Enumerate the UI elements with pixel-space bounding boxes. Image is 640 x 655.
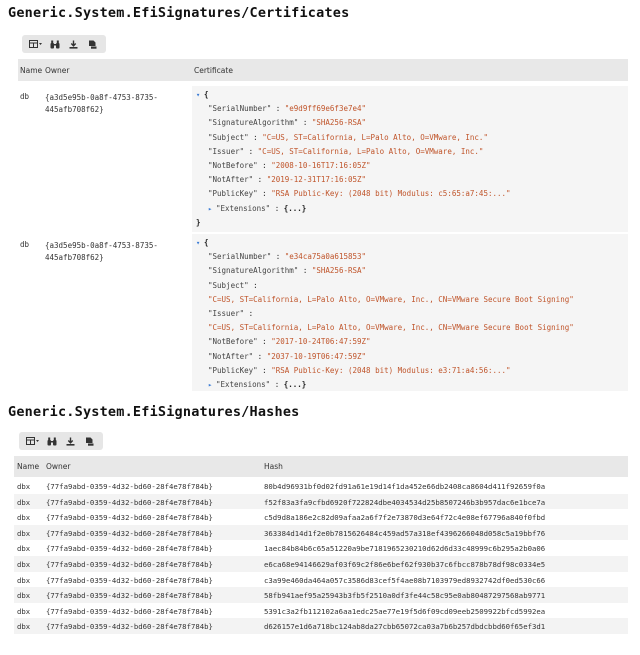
cell-owner <box>45 240 185 264</box>
owner-line: {a3d5e95b-0a8f-4753-8735- <box>45 93 158 102</box>
cell-name: dbx <box>17 497 31 507</box>
expand-toggle-icon[interactable]: ▸ <box>208 381 213 390</box>
cell-name: db <box>20 240 30 249</box>
columns-button[interactable] <box>23 435 42 448</box>
certificate-json: ▾ { "SerialNumber" : "e34ca75a0a615853" "SignatureAlgorithm" : "SHA256-RSA" "Subject" : "C=US, ST=California, L=Palo Alto, O=VMware, Inc., CN=VMware Secure Boot Signing" "Issuer" : "C=US, ST=California, L=Palo Alto, O=VMware, Inc., CN=VMware Secure Boot Signing" "NotBefore" : "2017-10-24T06:47:59Z" "NotAfter" : "2037-10-19T06:47:59Z" "PublicKey" : "RSA Public-Key: (2048 bit) Modulus: e3:71:a4:56:..." ▸ "Extensions" : {...} <box>196 236 574 392</box>
json-value: "C=US, ST=California, L=Palo Alto, O=VMware, Inc., CN=VMware Secure Boot Signing" <box>208 323 574 333</box>
json-key: "SerialNumber" <box>208 252 272 262</box>
table-row <box>14 478 628 494</box>
export-icon <box>88 40 97 49</box>
json-collapsed-value[interactable]: {...} <box>283 380 307 390</box>
column-hash-header[interactable]: Hash <box>264 462 283 471</box>
download-icon <box>66 437 75 446</box>
json-key: "SignatureAlgorithm" <box>208 118 299 128</box>
cell-owner: {77fa9abd-0359-4d32-bd60-28f4e78f784b} <box>46 591 213 601</box>
json-value: "2017-10-24T06:47:59Z" <box>271 337 371 347</box>
json-key: "NotBefore" <box>208 337 258 347</box>
table-row <box>14 587 628 603</box>
export-icon <box>85 437 94 446</box>
column-owner-header[interactable]: Owner <box>45 66 70 75</box>
columns-icon <box>29 40 43 49</box>
download-button[interactable] <box>64 38 83 51</box>
json-value: "2019-12-31T17:16:05Z" <box>266 175 367 185</box>
cell-owner: {77fa9abd-0359-4d32-bd60-28f4e78f784b} <box>46 544 213 554</box>
table-row <box>14 525 628 541</box>
find-button[interactable] <box>45 38 64 51</box>
json-key: "NotAfter" <box>208 351 254 361</box>
cell-name: dbx <box>17 575 31 585</box>
cell-name: dbx <box>17 528 31 538</box>
table-row <box>14 494 628 510</box>
cell-hash: 80b4d96931bf0d02fd91a61e19d14f1da452e66db2408ca8604d411f92659f0a <box>264 482 546 491</box>
cell-owner: {77fa9abd-0359-4d32-bd60-28f4e78f784b} <box>46 606 213 616</box>
cell-name: dbx <box>17 482 31 491</box>
cell-owner: {77fa9abd-0359-4d32-bd60-28f4e78f784b} <box>46 560 213 569</box>
column-name-header[interactable]: Name <box>20 66 43 75</box>
cell-hash: c5d9d8a186e2c82d09afaa2a6f7f2e73870d3e64f72c4e08ef67796a840f0fbd <box>264 513 546 523</box>
column-name-header[interactable]: Name <box>17 462 40 471</box>
json-key: "SignatureAlgorithm" <box>208 266 299 276</box>
cell-owner: {77fa9abd-0359-4d32-bd60-28f4e78f784b} <box>46 482 213 491</box>
cell-owner: {77fa9abd-0359-4d32-bd60-28f4e78f784b} <box>46 513 213 523</box>
column-owner-header[interactable]: Owner <box>46 462 71 471</box>
json-value: "e9d9ff69e6f3e7e4" <box>284 104 367 114</box>
collapse-toggle-icon[interactable]: ▾ <box>196 91 201 99</box>
cell-owner: {77fa9abd-0359-4d32-bd60-28f4e78f784b} <box>46 497 213 507</box>
download-button[interactable] <box>61 435 80 448</box>
cell-hash: c3a99e460da464a057c3586d83cef5f4ae08b7103979ed8932742df0ed530c66 <box>264 575 546 585</box>
cell-hash: 1aec84b84b6c65a51220a9be7181965230210d62d6d33c48999c6b295a2b0a06 <box>264 544 546 554</box>
json-key: "Extensions" <box>216 380 271 390</box>
owner-line: 445afb708f62} <box>45 253 104 262</box>
cell-name: dbx <box>17 606 31 616</box>
owner-line: 445afb708f62} <box>45 105 104 114</box>
find-button[interactable] <box>42 435 61 448</box>
json-key: "Subject" <box>208 280 249 290</box>
export-button[interactable] <box>83 38 102 51</box>
cell-hash: 5391c3a2fb112102a6aa1edc25ae77e19f5d6f09cd09eeb2509922bfcd5992ea <box>264 606 546 616</box>
hashes-toolbar <box>19 432 103 450</box>
collapse-toggle-icon[interactable]: ▾ <box>196 239 201 247</box>
json-value: "2008-10-16T17:16:05Z" <box>271 161 371 171</box>
json-value: "2037-10-19T06:47:59Z" <box>266 351 367 361</box>
certificate-json: ▾ { "SerialNumber" : "e9d9ff69e6f3e7e4" "SignatureAlgorithm" : "SHA256-RSA" "Subject" : "C=US, ST=California, L=Palo Alto, O=VMware, Inc." "Issuer" : "C=US, ST=California, L=Palo Alto, O=VMware, Inc." "NotBefore" : "2008-10-16T17:16:05Z" "NotAfter" : "2019-12-31T17:16:05Z" "PublicKey" : "RSA Public-Key: (2048 bit) Modulus: c5:65:a7:45:..." ▸ "Extensions" : {...} } <box>196 90 511 227</box>
json-close-brace: } <box>196 217 201 227</box>
json-open-brace: { <box>204 238 209 247</box>
json-key: "NotBefore" <box>208 161 258 171</box>
table-row <box>14 618 628 634</box>
cell-name: dbx <box>17 622 31 632</box>
cell-hash: e6ca68e94146629af03f69c2f86e6bef62f930b37c6fbcc878b78df98c0334e5 <box>264 560 546 569</box>
json-key: "Subject" <box>208 132 249 142</box>
hashes-table-header <box>14 456 628 477</box>
cell-name: db <box>20 92 30 101</box>
json-key: "PublicKey" <box>208 189 258 199</box>
json-value: "RSA Public-Key: (2048 bit) Modulus: e3:71:a4:56:..." <box>271 365 511 375</box>
json-key: "Issuer" <box>208 146 245 156</box>
cell-owner: {77fa9abd-0359-4d32-bd60-28f4e78f784b} <box>46 575 213 585</box>
json-key: "SerialNumber" <box>208 104 272 114</box>
columns-button[interactable] <box>26 38 45 51</box>
hashes-section-title: Generic.System.EfiSignatures/Hashes <box>8 404 300 420</box>
json-key: "NotAfter" <box>208 175 254 185</box>
cell-name: dbx <box>17 591 31 601</box>
json-value: "C=US, ST=California, L=Palo Alto, O=VMware, Inc." <box>257 146 484 156</box>
owner-line: {a3d5e95b-0a8f-4753-8735- <box>45 241 158 250</box>
cell-hash: f52f83a3fa9cfbd6920f722824dbe4034534d25b8507246b3b957dac6e1bce7a <box>264 497 546 507</box>
table-row <box>14 540 628 556</box>
columns-icon <box>26 437 40 446</box>
binoculars-icon <box>50 40 60 49</box>
json-value: "C=US, ST=California, L=Palo Alto, O=VMware, Inc." <box>262 132 488 142</box>
certificates-table-header <box>18 59 628 81</box>
certificates-section-title: Generic.System.EfiSignatures/Certificates <box>8 5 350 21</box>
binoculars-icon <box>47 437 57 446</box>
export-button[interactable] <box>80 435 99 448</box>
cell-hash: 58fb941aef95a25943b3fb5f2510a0df3fe44c58c95e0ab80487297568ab9771 <box>264 591 546 601</box>
cell-name: dbx <box>17 560 31 569</box>
cell-hash: d626157e1d6a718bc124ab8da27cbb65072ca03a7b6b257dbdcbbd60f65ef3d1 <box>264 622 546 632</box>
table-row <box>14 572 628 588</box>
table-row <box>14 603 628 619</box>
expand-toggle-icon[interactable]: ▸ <box>208 204 213 213</box>
json-key: "Issuer" <box>208 309 245 319</box>
table-row <box>18 234 628 391</box>
json-key: "PublicKey" <box>208 365 258 375</box>
cell-owner: {77fa9abd-0359-4d32-bd60-28f4e78f784b} <box>46 622 213 632</box>
download-icon <box>69 40 78 49</box>
json-value: "SHA256-RSA" <box>311 266 367 276</box>
json-value: "RSA Public-Key: (2048 bit) Modulus: c5:65:a7:45:..." <box>271 189 511 199</box>
json-open-brace: { <box>204 90 209 99</box>
cell-name: dbx <box>17 513 31 523</box>
json-key: "Extensions" <box>216 203 271 213</box>
json-value: "C=US, ST=California, L=Palo Alto, O=VMware, Inc., CN=VMware Secure Boot Signing" <box>208 294 574 304</box>
certificates-toolbar <box>22 35 106 53</box>
cell-owner: {77fa9abd-0359-4d32-bd60-28f4e78f784b} <box>46 528 213 538</box>
table-row <box>14 509 628 525</box>
json-value: "e34ca75a0a615853" <box>284 252 367 262</box>
cell-hash: 363384d14d1f2e0b7815626484c459ad57a318ef4396266048d058c5a19bbf76 <box>264 528 546 538</box>
cell-owner <box>45 92 185 116</box>
table-row <box>14 556 628 572</box>
json-collapsed-value[interactable]: {...} <box>283 203 307 213</box>
cell-name: dbx <box>17 544 31 554</box>
table-row <box>18 86 628 232</box>
json-value: "SHA256-RSA" <box>311 118 367 128</box>
column-certificate-header[interactable]: Certificate <box>194 66 233 75</box>
